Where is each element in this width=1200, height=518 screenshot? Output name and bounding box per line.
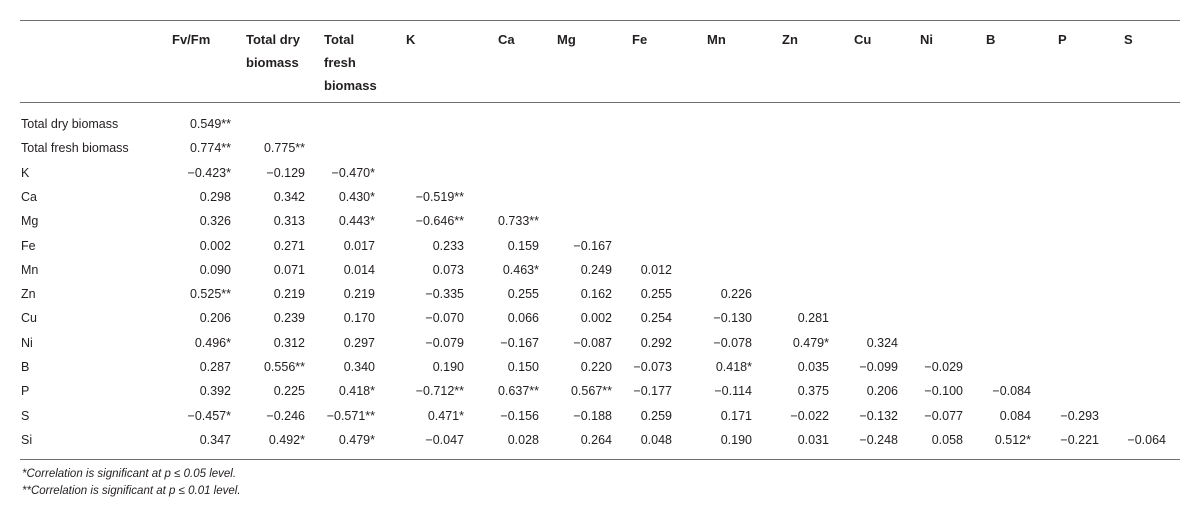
- row-label: Mn: [21, 262, 39, 277]
- table-cell: 0.775**: [263, 141, 305, 156]
- row-label: Si: [21, 432, 33, 447]
- table-cell: 0.031: [797, 432, 829, 447]
- table-cell: 0.326: [199, 214, 231, 229]
- table-cell: 0.375: [797, 384, 829, 399]
- table-cell: −0.029: [924, 360, 963, 374]
- table-cell: 0.012: [640, 262, 672, 277]
- column-header: Ca: [498, 32, 515, 47]
- table-cell: −0.246: [266, 408, 305, 423]
- table-cell: −0.167: [500, 335, 539, 350]
- table-cell: −0.022: [790, 408, 829, 423]
- table-cell: −0.167: [573, 238, 612, 253]
- table-cell: 0.254: [640, 311, 672, 326]
- table-cell: −0.079: [425, 335, 464, 350]
- table-cell: −0.130: [713, 311, 752, 326]
- table-cell: 0.239: [273, 311, 305, 326]
- table-cell: 0.340: [343, 360, 375, 374]
- table-cell: −0.248: [859, 432, 898, 447]
- table-cell: 0.512*: [994, 432, 1031, 447]
- table-cell: 0.733**: [497, 214, 539, 229]
- row-label: Ca: [21, 189, 37, 204]
- column-header: Fe: [632, 32, 648, 47]
- row-label: K: [21, 165, 30, 180]
- table-cell: 0.392: [199, 384, 231, 399]
- table-cell: −0.177: [633, 384, 672, 399]
- table-cell: 0.002: [199, 238, 231, 253]
- table-cell: 0.259: [640, 408, 672, 423]
- table-cell: 0.220: [580, 360, 612, 374]
- table-cell: 0.443*: [338, 214, 375, 229]
- table-cell: −0.064: [1127, 432, 1166, 447]
- table-cell: −0.087: [573, 335, 612, 350]
- table-cell: 0.463*: [502, 262, 539, 277]
- column-header: Zn: [782, 32, 798, 47]
- table-cell: −0.129: [266, 165, 305, 180]
- footnote-p01: **Correlation is significant at p ≤ 0.01 level.: [22, 485, 241, 497]
- table-cell: −0.114: [714, 384, 752, 399]
- table-cell: 0.090: [199, 262, 231, 277]
- table-cell: 0.014: [343, 262, 375, 277]
- table-cell: 0.418*: [338, 384, 375, 399]
- column-header: Mg: [557, 32, 576, 47]
- table-cell: −0.423*: [187, 165, 231, 180]
- table-cell: 0.226: [720, 287, 752, 302]
- table-cell: 0.035: [797, 360, 829, 374]
- table-cell: −0.077: [924, 408, 963, 423]
- column-header: K: [406, 32, 416, 47]
- table-cell: 0.255: [507, 287, 539, 302]
- table-cell: 0.084: [999, 408, 1031, 423]
- column-header: Total fresh biomass: [324, 32, 377, 93]
- table-cell: 0.281: [797, 311, 829, 326]
- table-cell: 0.292: [640, 335, 672, 350]
- table-cell: 0.017: [343, 238, 375, 253]
- table-cell: 0.159: [507, 238, 539, 253]
- row-label: Total dry biomass: [21, 117, 119, 131]
- table-cell: 0.496*: [194, 335, 231, 350]
- column-header: Total dry biomass: [246, 32, 300, 70]
- column-header: P: [1058, 32, 1067, 47]
- table-cell: 0.071: [273, 262, 305, 277]
- table-cell: 0.556**: [263, 360, 305, 374]
- table-cell: 0.048: [640, 432, 672, 447]
- row-label: Ni: [21, 335, 33, 350]
- table-top-rule: [20, 20, 1180, 21]
- table-cell: 0.219: [273, 287, 305, 302]
- table-cell: 0.774**: [189, 141, 231, 156]
- column-header: Cu: [854, 32, 872, 47]
- table-cell: 0.171: [720, 408, 752, 423]
- table-cell: −0.100: [924, 384, 963, 399]
- table-cell: 0.190: [432, 360, 464, 374]
- table-cell: 0.150: [507, 360, 539, 374]
- row-label: Mg: [21, 214, 39, 229]
- table-cell: 0.255: [640, 287, 672, 302]
- table-cell: 0.271: [273, 238, 305, 253]
- table-cell: −0.470*: [331, 165, 375, 180]
- table-cell: 0.287: [199, 360, 231, 374]
- table-cell: 0.058: [931, 432, 963, 447]
- table-cell: −0.293: [1060, 408, 1099, 423]
- table-cell: 0.206: [866, 384, 898, 399]
- table-cell: 0.430*: [338, 189, 375, 204]
- table-cell: 0.342: [273, 189, 305, 204]
- table-cell: −0.084: [992, 384, 1031, 399]
- table-cell: 0.313: [273, 214, 305, 229]
- table-cell: 0.492*: [268, 432, 305, 447]
- column-header: Ni: [920, 32, 933, 47]
- table-cell: 0.249: [580, 262, 612, 277]
- table-cell: −0.047: [425, 432, 464, 447]
- table-cell: −0.457*: [187, 408, 231, 423]
- row-label: P: [21, 384, 30, 399]
- table-cell: −0.571**: [326, 408, 375, 423]
- table-cell: −0.078: [713, 335, 752, 350]
- row-label: Total fresh biomass: [21, 141, 129, 156]
- row-label: Fe: [21, 238, 36, 253]
- column-header: Mn: [707, 32, 726, 47]
- table-cell: −0.099: [859, 360, 898, 374]
- table-cell: −0.221: [1060, 432, 1099, 447]
- table-cell: 0.347: [199, 432, 231, 447]
- table-cell: 0.525**: [189, 287, 231, 302]
- table-cell: 0.233: [432, 238, 464, 253]
- column-header: S: [1124, 32, 1133, 47]
- table-cell: 0.225: [273, 384, 305, 399]
- table-cell: −0.188: [573, 408, 612, 423]
- table-cell: 0.567**: [570, 384, 612, 399]
- table-cell: −0.156: [500, 408, 539, 423]
- table-cell: 0.312: [273, 335, 305, 350]
- table-cell: 0.206: [199, 311, 231, 326]
- table-cell: 0.298: [199, 189, 231, 204]
- table-cell: 0.418*: [715, 360, 752, 374]
- column-header: Fv/Fm: [172, 32, 211, 47]
- table-cell: 0.028: [507, 432, 539, 447]
- row-label: B: [21, 360, 30, 374]
- table-cell: 0.264: [580, 432, 612, 447]
- table-cell: 0.479*: [338, 432, 375, 447]
- row-label: Zn: [21, 287, 36, 302]
- table-cell: 0.479*: [792, 335, 829, 350]
- table-cell: 0.637**: [497, 384, 539, 399]
- table-header-rule: [20, 102, 1180, 103]
- table-cell: 0.297: [343, 335, 375, 350]
- table-cell: 0.066: [507, 311, 539, 326]
- table-cell: 0.073: [432, 262, 464, 277]
- table-cell: 0.549**: [189, 117, 231, 131]
- table-cell: −0.712**: [415, 384, 464, 399]
- row-label: Cu: [21, 311, 37, 326]
- table-cell: 0.324: [866, 335, 898, 350]
- table-cell: 0.219: [343, 287, 375, 302]
- footnote-p05: *Correlation is significant at p ≤ 0.05 level.: [22, 468, 237, 480]
- table-cell: −0.073: [633, 360, 672, 374]
- table-cell: −0.519**: [415, 189, 464, 204]
- table-cell: 0.162: [580, 287, 612, 302]
- table-cell: 0.170: [343, 311, 375, 326]
- table-cell: −0.070: [425, 311, 464, 326]
- row-label: S: [21, 408, 30, 423]
- table-cell: −0.646**: [415, 214, 464, 229]
- table-cell: 0.002: [580, 311, 612, 326]
- table-bottom-rule: [20, 459, 1180, 460]
- table-cell: 0.190: [720, 432, 752, 447]
- table-cell: −0.335: [425, 287, 464, 302]
- table-cell: 0.471*: [427, 408, 464, 423]
- table-cell: −0.132: [859, 408, 898, 423]
- column-header: B: [986, 32, 996, 47]
